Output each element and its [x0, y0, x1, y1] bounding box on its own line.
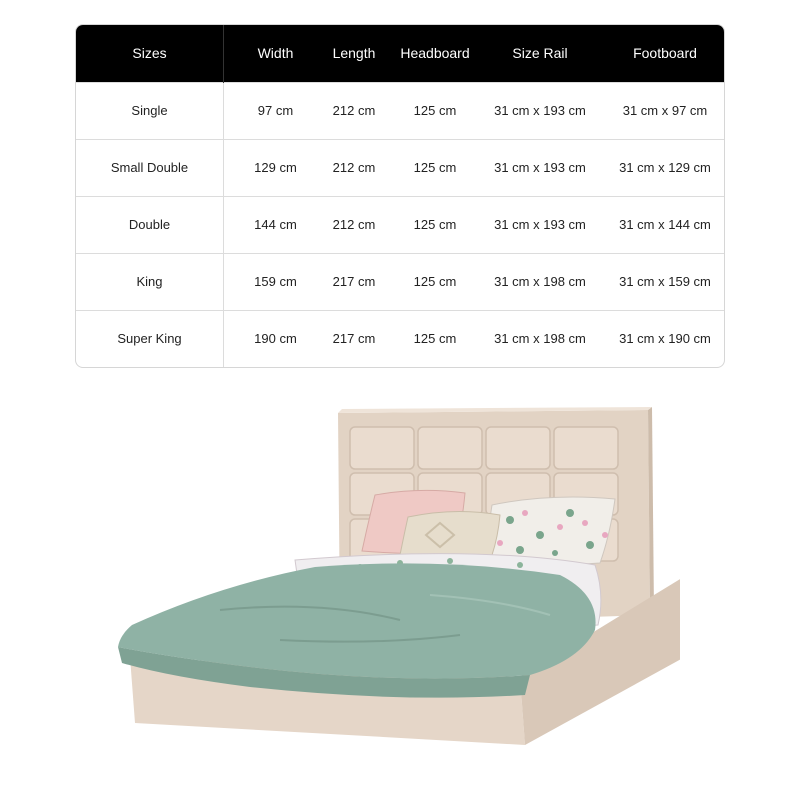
- header-headboard: Headboard: [400, 45, 470, 62]
- cell-footboard: 31 cm x 190 cm: [591, 310, 725, 367]
- header-length: Length: [332, 45, 376, 62]
- header-width: Width: [257, 45, 294, 62]
- cell-size: King: [76, 253, 224, 310]
- header-footboard: Footboard: [633, 45, 697, 62]
- cell-size-rail: 31 cm x 193 cm: [489, 82, 591, 139]
- cell-headboard: 125 cm: [381, 310, 489, 367]
- cell-size-rail: 31 cm x 198 cm: [489, 310, 591, 367]
- table-row: [76, 139, 725, 196]
- table-row: [76, 82, 725, 139]
- cell-footboard: 31 cm x 97 cm: [591, 82, 725, 139]
- cell-length: 217 cm: [327, 310, 381, 367]
- header-sizes: Sizes: [76, 25, 224, 82]
- table-row: [76, 196, 725, 253]
- cell-width: 159 cm: [224, 253, 328, 310]
- cell-size: Double: [76, 196, 224, 253]
- cell-length: 212 cm: [327, 139, 381, 196]
- cell-headboard: 125 cm: [381, 253, 489, 310]
- table-header-row: [76, 25, 725, 82]
- bed-product-image: [100, 395, 680, 755]
- cell-footboard: 31 cm x 159 cm: [591, 253, 725, 310]
- header-size-rail: Size Rail: [512, 45, 568, 62]
- table-row: [76, 310, 725, 367]
- cell-width: 97 cm: [224, 82, 328, 139]
- cell-length: 217 cm: [327, 253, 381, 310]
- cell-size-rail: 31 cm x 193 cm: [489, 196, 591, 253]
- duvet: [118, 563, 596, 697]
- cell-size: Single: [76, 82, 224, 139]
- cell-length: 212 cm: [327, 196, 381, 253]
- cell-headboard: 125 cm: [381, 139, 489, 196]
- cell-width: 129 cm: [224, 139, 328, 196]
- cell-size-rail: 31 cm x 198 cm: [489, 253, 591, 310]
- cell-headboard: 125 cm: [381, 196, 489, 253]
- cell-footboard: 31 cm x 144 cm: [591, 196, 725, 253]
- cell-size-rail: 31 cm x 193 cm: [489, 139, 591, 196]
- cell-headboard: 125 cm: [381, 82, 489, 139]
- cell-size: Small Double: [76, 139, 224, 196]
- cell-width: 144 cm: [224, 196, 328, 253]
- cell-footboard: 31 cm x 129 cm: [591, 139, 725, 196]
- size-chart-table: [75, 24, 725, 368]
- table-row: [76, 253, 725, 310]
- cell-length: 212 cm: [327, 82, 381, 139]
- cell-width: 190 cm: [224, 310, 328, 367]
- cell-size: Super King: [76, 310, 224, 367]
